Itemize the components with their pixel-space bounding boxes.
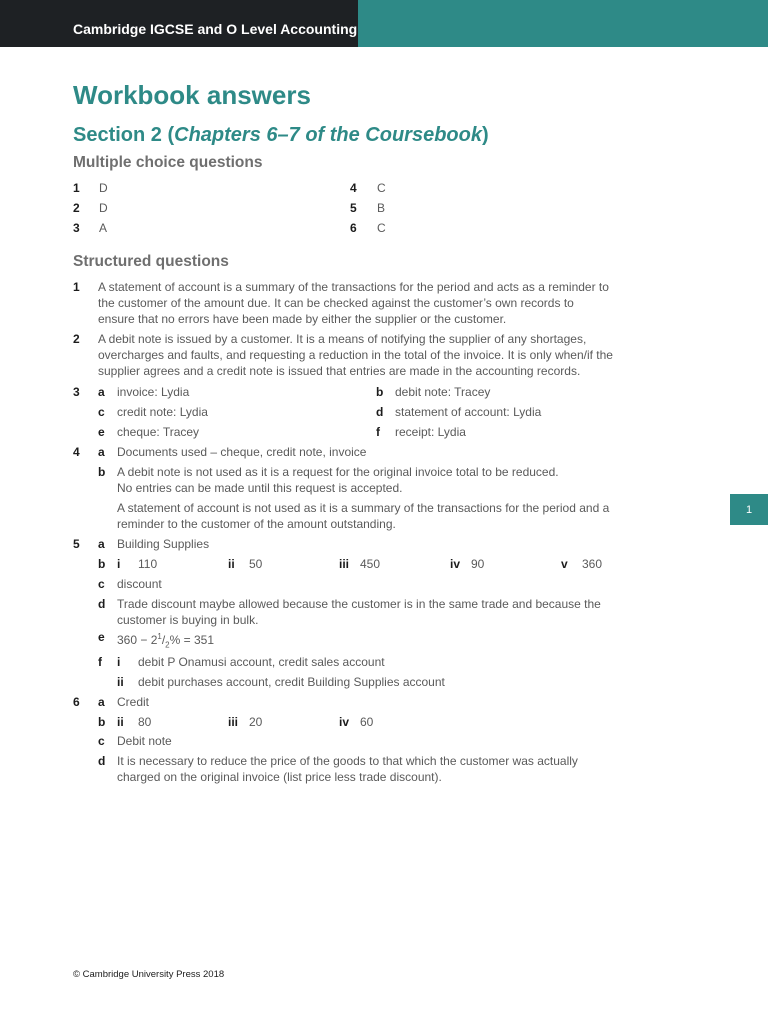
part-text: Building Supplies <box>117 537 210 551</box>
page-title: Workbook answers <box>73 80 311 110</box>
value-text: 20 <box>249 715 263 729</box>
part-label: c <box>98 577 105 591</box>
part-label: e <box>98 630 105 644</box>
part-label: b <box>376 385 384 399</box>
part-text: Trade discount maybe allowed because the customer is in the same trade and because the customer is buying in bulk. <box>117 597 601 627</box>
part-text: debit purchases account, credit Building Supplies account <box>138 675 445 689</box>
part-label: b <box>98 465 106 479</box>
book-title: Cambridge IGCSE and O Level Accounting <box>73 21 358 37</box>
roman-label: i <box>117 557 121 571</box>
mcq-answer: C <box>377 181 386 195</box>
calc-fraction-slash: / <box>161 633 166 647</box>
part-text: Debit note <box>117 734 172 748</box>
mcq-answer: A <box>99 221 108 235</box>
section-title-chapters: Chapters 6–7 of the Coursebook <box>174 124 482 146</box>
part-text: Documents used – cheque, credit note, invoice <box>117 445 367 459</box>
mcq-number: 4 <box>350 181 357 195</box>
calc-fraction-denominator: 2 <box>165 640 170 650</box>
part-text: A debit note is not used as it is a request for the original invoice total to be reduced. <box>117 465 559 479</box>
part-label: e <box>98 425 105 439</box>
structured-heading: Structured questions <box>73 253 229 270</box>
mcq-answer: B <box>377 201 386 215</box>
value-text: 80 <box>138 715 152 729</box>
roman-label: iv <box>339 715 350 729</box>
part-label: b <box>98 715 106 729</box>
value-text: 360 <box>582 557 603 571</box>
section-title-close: ) <box>481 124 489 146</box>
mcq-answer: D <box>99 181 108 195</box>
mcq-heading: Multiple choice questions <box>73 154 263 171</box>
roman-label: iv <box>450 557 461 571</box>
question-number: 6 <box>73 695 80 709</box>
part-label: f <box>98 655 102 669</box>
part-text: No entries can be made until this request is accepted. <box>117 481 403 495</box>
part-label: a <box>98 385 105 399</box>
part-label: b <box>98 557 106 571</box>
part-text: statement of account: Lydia <box>395 405 542 419</box>
value-text: 60 <box>360 715 374 729</box>
part-label: d <box>98 597 106 611</box>
calculation-text <box>117 629 214 653</box>
section-title <box>73 124 489 147</box>
roman-label: ii <box>117 675 124 689</box>
question-number: 1 <box>73 280 80 294</box>
mcq-number: 3 <box>73 221 80 235</box>
roman-label: i <box>117 655 121 669</box>
roman-label: v <box>561 557 568 571</box>
header-accent-bar <box>358 0 768 47</box>
roman-label: ii <box>228 557 235 571</box>
page-number: 1 <box>745 503 753 516</box>
calc-fraction-numerator: 1 <box>157 632 162 641</box>
part-text: receipt: Lydia <box>395 425 466 439</box>
question-number: 2 <box>73 332 80 346</box>
copyright-footer: © Cambridge University Press 2018 <box>73 969 225 980</box>
page-number-tab <box>730 494 768 525</box>
part-label: a <box>98 445 105 459</box>
roman-label: iii <box>339 557 350 571</box>
part-label: c <box>98 734 105 748</box>
calc-post: % = 351 <box>169 633 214 647</box>
mcq-number: 5 <box>350 201 357 215</box>
question-number: 3 <box>73 385 80 399</box>
part-label: c <box>98 405 105 419</box>
mcq-number: 1 <box>73 181 80 195</box>
part-label: a <box>98 695 105 709</box>
mcq-answer: D <box>99 201 108 215</box>
mcq-answer: C <box>377 221 386 235</box>
part-label: d <box>98 754 106 768</box>
part-label: a <box>98 537 105 551</box>
section-title-lead: Section 2 ( <box>73 124 175 146</box>
part-text: A statement of account is not used as it is a summary of the transactions for the period and a reminder to the customer of the amount outstanding. <box>117 501 610 531</box>
question-number: 4 <box>73 445 80 459</box>
answer-text: A statement of account is a summary of the transactions for the period and acts as a reminder to the customer of the amount due. It can be checked against the customer’s own records to ensure that no errors have been made by either the supplier or the customer. <box>98 280 609 326</box>
roman-label: ii <box>117 715 124 729</box>
calc-pre: 360 − 2 <box>117 633 158 647</box>
part-text: discount <box>117 577 162 591</box>
answer-text: A debit note is issued by a customer. It is a means of notifying the supplier of any shortages, overcharges and faults, and requesting a reduction in the total of the invoice. It is only when/if the supplier agrees and a credit note is issued that entries are made in the accounting records. <box>98 332 613 378</box>
roman-label: iii <box>228 715 239 729</box>
part-label: d <box>376 405 384 419</box>
part-text: debit P Onamusi account, credit sales account <box>138 655 385 669</box>
value-text: 110 <box>138 557 158 571</box>
part-text: invoice: Lydia <box>117 385 190 399</box>
part-text: credit note: Lydia <box>117 405 208 419</box>
part-text: It is necessary to reduce the price of the goods to that which the customer was actually charged on the original invoice (list price less trade discount). <box>117 754 578 784</box>
value-text: 450 <box>360 557 381 571</box>
part-text: Credit <box>117 695 150 709</box>
part-text: debit note: Tracey <box>395 385 491 399</box>
question-number: 5 <box>73 537 80 551</box>
mcq-number: 2 <box>73 201 80 215</box>
value-text: 50 <box>249 557 263 571</box>
value-text: 90 <box>471 557 485 571</box>
mcq-number: 6 <box>350 221 357 235</box>
part-label: f <box>376 425 380 439</box>
part-text: cheque: Tracey <box>117 425 200 439</box>
